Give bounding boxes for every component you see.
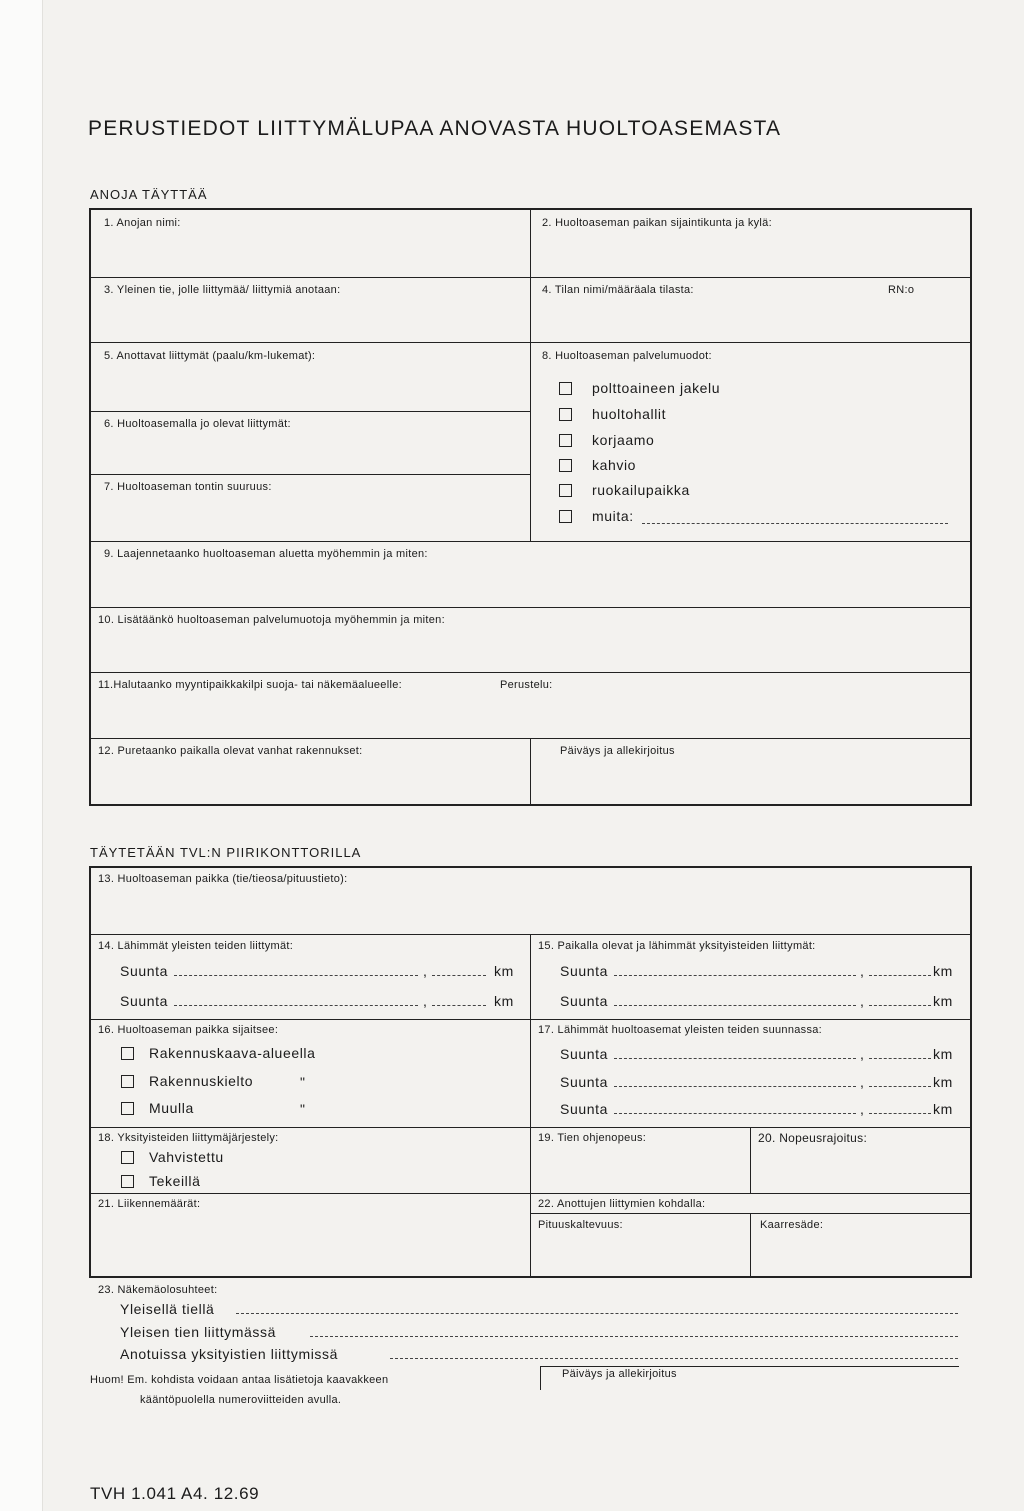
- location-option-label: Muulla: [149, 1100, 194, 1116]
- direction-line[interactable]: [614, 1058, 856, 1059]
- field11-reason-label: Perustelu:: [500, 679, 553, 691]
- arrangement-checkbox[interactable]: [121, 1175, 134, 1188]
- direction-line[interactable]: [614, 1113, 856, 1114]
- field2-label: 2. Huoltoaseman paikan sijaintikunta ja kylä:: [542, 217, 772, 229]
- field23-label: 23. Näkemäolosuhteet:: [98, 1284, 218, 1296]
- suunta-label: Suunta: [560, 993, 608, 1009]
- row-divider: [89, 474, 530, 475]
- field13-label: 13. Huoltoaseman paikka (tie/tieosa/pituustieto):: [98, 873, 348, 885]
- field18-label: 18. Yksityisteiden liittymäjärjestely:: [98, 1132, 279, 1144]
- direction-line[interactable]: [614, 1005, 856, 1006]
- comma: ,: [860, 1101, 865, 1117]
- suunta-label: Suunta: [120, 993, 168, 1009]
- field10-label: 10. Lisätäänkö huoltoaseman palvelumuotoja myöhemmin ja miten:: [98, 614, 445, 626]
- signature-label: Päiväys ja allekirjoitus: [560, 745, 675, 757]
- field7-label: 7. Huoltoaseman tontin suuruus:: [104, 481, 272, 493]
- km-unit: km: [933, 963, 953, 979]
- field1-label: 1. Anojan nimi:: [104, 217, 181, 229]
- field16-label: 16. Huoltoaseman paikka sijaitsee:: [98, 1024, 279, 1036]
- km-unit: km: [933, 1101, 953, 1117]
- row-divider: [89, 411, 530, 412]
- column-divider: [750, 1127, 751, 1193]
- field8-label: 8. Huoltoaseman palvelumuodot:: [542, 350, 712, 362]
- suunta-label: Suunta: [120, 963, 168, 979]
- curve-radius-label: Kaarresäde:: [760, 1219, 824, 1231]
- suunta-label: Suunta: [560, 963, 608, 979]
- field21-label: 21. Liikennemäärät:: [98, 1198, 201, 1210]
- service-checkbox[interactable]: [559, 434, 572, 447]
- direction-line[interactable]: [614, 1086, 856, 1087]
- arrangement-option-label: Vahvistettu: [149, 1149, 224, 1165]
- suunta-label: Suunta: [560, 1101, 608, 1117]
- field14-label: 14. Lähimmät yleisten teiden liittymät:: [98, 940, 294, 952]
- arrangement-option-label: Tekeillä: [149, 1173, 201, 1189]
- field6-label: 6. Huoltoasemalla jo olevat liittymät:: [104, 418, 291, 430]
- distance-line[interactable]: [432, 1005, 486, 1006]
- column-divider: [750, 1213, 751, 1278]
- km-unit: km: [494, 993, 514, 1009]
- field9-label: 9. Laajennetaanko huoltoaseman aluetta myöhemmin ja miten:: [104, 548, 428, 560]
- field5-label: 5. Anottavat liittymät (paalu/km-lukemat):: [104, 350, 316, 362]
- distance-line[interactable]: [432, 975, 486, 976]
- row-divider: [89, 672, 972, 673]
- distance-line[interactable]: [869, 975, 931, 976]
- comma: ,: [860, 1046, 865, 1062]
- page-edge-shadow: [0, 0, 43, 1511]
- other-service-line[interactable]: [642, 523, 948, 524]
- field15-label: 15. Paikalla olevat ja lähimmät yksityisteiden liittymät:: [538, 940, 816, 952]
- row-divider: [89, 607, 972, 608]
- km-unit: km: [933, 1046, 953, 1062]
- service-checkbox[interactable]: [559, 382, 572, 395]
- suunta-label: Suunta: [560, 1046, 608, 1062]
- km-unit: km: [494, 963, 514, 979]
- visibility-line[interactable]: [236, 1313, 958, 1314]
- suunta-label: Suunta: [560, 1074, 608, 1090]
- comma: ,: [860, 1074, 865, 1090]
- ditto-mark: ": [300, 1074, 306, 1090]
- service-option-label: huoltohallit: [592, 406, 667, 422]
- distance-line[interactable]: [869, 1005, 931, 1006]
- field22-label: 22. Anottujen liittymien kohdalla:: [538, 1198, 706, 1210]
- service-option-label: kahvio: [592, 457, 637, 473]
- form-code: TVH 1.041 A4. 12.69: [90, 1484, 260, 1503]
- location-option-label: Rakennuskaava-alueella: [149, 1045, 316, 1061]
- field3-label: 3. Yleinen tie, jolle liittymää/ liittymiä anotaan:: [104, 284, 341, 296]
- section2-heading: TÄYTETÄÄN TVL:N PIIRIKONTTORILLA: [90, 845, 362, 860]
- comma: ,: [423, 963, 428, 979]
- distance-line[interactable]: [869, 1058, 931, 1059]
- field11-label: 11.Halutaanko myyntipaikkakilpi suoja- tai näkemäalueelle:: [98, 679, 402, 691]
- ditto-mark: ": [300, 1101, 306, 1117]
- comma: ,: [860, 993, 865, 1009]
- field12-label: 12. Puretaanko paikalla olevat vanhat rakennukset:: [98, 745, 363, 757]
- arrangement-checkbox[interactable]: [121, 1151, 134, 1164]
- gradient-label: Pituuskaltevuus:: [538, 1219, 623, 1231]
- service-option-label: ruokailupaikka: [592, 482, 690, 498]
- visibility-option-label: Yleisellä tiellä: [120, 1301, 215, 1317]
- field4-rn-label: RN:o: [888, 284, 915, 296]
- direction-line[interactable]: [614, 975, 856, 976]
- row-divider: [530, 1213, 972, 1214]
- km-unit: km: [933, 993, 953, 1009]
- service-checkbox[interactable]: [559, 510, 572, 523]
- visibility-option-label: Anotuissa yksityistien liittymissä: [120, 1346, 339, 1362]
- km-unit: km: [933, 1074, 953, 1090]
- field4-label: 4. Tilan nimi/määräala tilasta:: [542, 284, 694, 296]
- signature-box-top: [540, 1366, 959, 1367]
- note-line: kääntöpuolella numeroviitteiden avulla.: [140, 1394, 342, 1406]
- comma: ,: [423, 993, 428, 1009]
- field19-label: 19. Tien ohjenopeus:: [538, 1132, 647, 1144]
- service-option-label: muita:: [592, 508, 634, 524]
- service-option-label: polttoaineen jakelu: [592, 380, 721, 396]
- direction-line[interactable]: [174, 975, 418, 976]
- column-divider: [530, 738, 531, 806]
- page-title: PERUSTIEDOT LIITTYMÄLUPAA ANOVASTA HUOLTOASEMASTA: [88, 117, 782, 140]
- note-line: Huom! Em. kohdista voidaan antaa lisätietoja kaavakkeen: [90, 1374, 389, 1386]
- column-divider: [530, 934, 531, 1278]
- service-checkbox[interactable]: [559, 408, 572, 421]
- comma: ,: [860, 963, 865, 979]
- visibility-option-label: Yleisen tien liittymässä: [120, 1324, 277, 1340]
- signature-box-divider: [540, 1366, 541, 1390]
- service-checkbox[interactable]: [559, 459, 572, 472]
- location-checkbox[interactable]: [121, 1047, 134, 1060]
- distance-line[interactable]: [869, 1113, 931, 1114]
- field17-label: 17. Lähimmät huoltoasemat yleisten teiden suunnassa:: [538, 1024, 823, 1036]
- service-checkbox[interactable]: [559, 484, 572, 497]
- distance-line[interactable]: [869, 1086, 931, 1087]
- location-checkbox[interactable]: [121, 1102, 134, 1115]
- direction-line[interactable]: [174, 1005, 418, 1006]
- location-checkbox[interactable]: [121, 1075, 134, 1088]
- service-option-label: korjaamo: [592, 432, 655, 448]
- column-divider: [530, 208, 531, 542]
- field20-label: 20. Nopeusrajoitus:: [758, 1131, 868, 1145]
- visibility-line[interactable]: [390, 1358, 958, 1359]
- location-option-label: Rakennuskielto: [149, 1073, 254, 1089]
- signature-label: Päiväys ja allekirjoitus: [562, 1368, 677, 1380]
- section1-heading: ANOJA TÄYTTÄÄ: [90, 187, 208, 202]
- visibility-line[interactable]: [310, 1336, 958, 1337]
